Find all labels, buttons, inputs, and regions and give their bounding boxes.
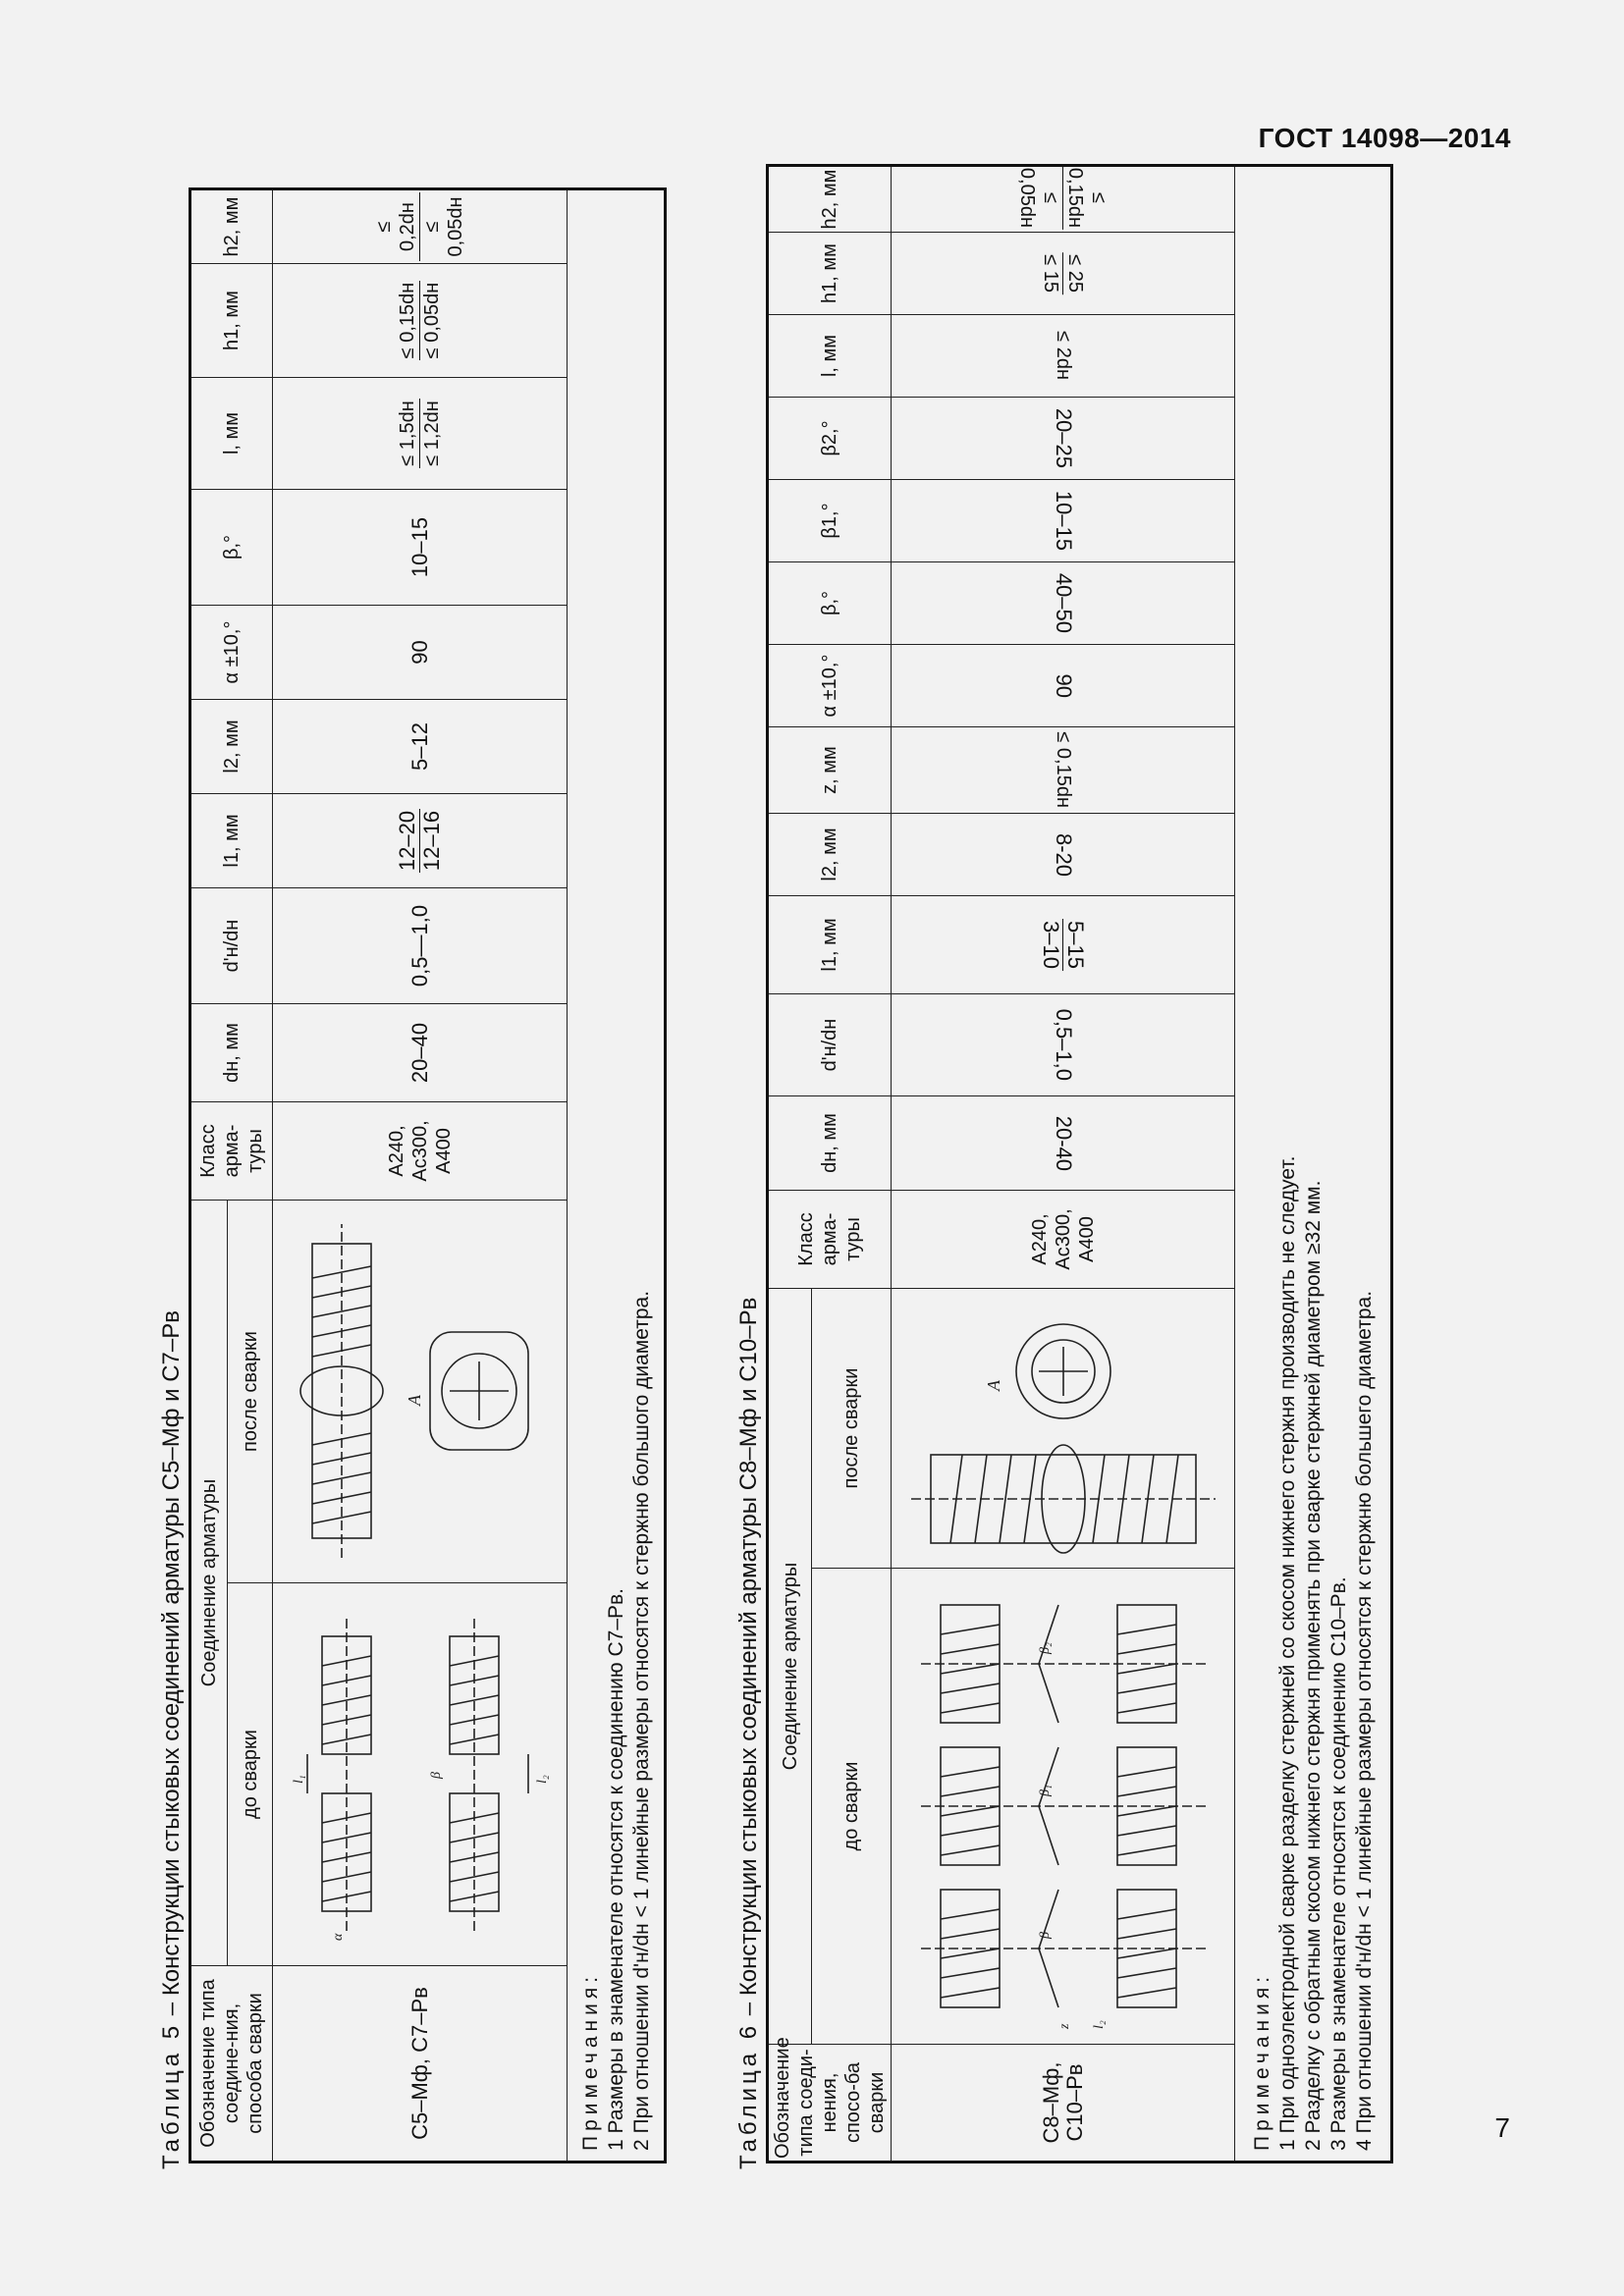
svg-text:z: z — [1056, 2023, 1072, 2029]
t5-col-l2: l2, мм — [190, 700, 273, 794]
t6-cell-designation: С8–Мф, С10–Рв — [892, 2045, 1235, 2163]
t6-col-designation: Обозначение типа соеди-нения, спосо-ба сварки — [768, 2045, 892, 2163]
t5-cell-l2: 5–12 — [273, 700, 568, 794]
table5-caption: Таблица 5 – Конструкции стыковых соединений арматуры С5–Мф и С7–Рв — [158, 1310, 185, 2169]
t6-note-1: 1 При одноэлектродной сварке разделку стержней со скосом нижнего стержня производить не следует. — [1276, 1155, 1299, 2151]
t5-cell-h2: ≤ 0,2dн ≤ 0,05dн — [273, 189, 568, 264]
t5-col-dn: dн, мм — [190, 1004, 273, 1102]
t5-col-h2: h2, мм — [190, 189, 273, 264]
t6-note-2: 2 Разделку с обратным скосом нижнего стержня применять при сварке стержней диаметром ≥32 мм. — [1302, 1180, 1325, 2151]
t5-notes-title: Примечания: — [579, 1971, 602, 2151]
t5-cell-alpha: 90 — [273, 606, 568, 700]
t6-after-drawing — [892, 1289, 1235, 1569]
t6-col-connection: Соединение арматуры — [768, 1289, 812, 2045]
t6-cell-l: ≤ 2dн — [892, 315, 1235, 398]
t6-col-l1: l1, мм — [768, 896, 892, 994]
t6-col-l2: l2, мм — [768, 814, 892, 896]
t6-col-before: до сварки — [812, 1569, 892, 2045]
t5-cell-designation: С5–Мф, С7–Рв — [273, 1966, 568, 2163]
t5-cell-beta: 10–15 — [273, 490, 568, 606]
t6-cell-h2: ≤ 0,15dн ≤ 0,05dн — [892, 166, 1235, 233]
t5-cell-ratio: 0,5—1,0 — [273, 888, 568, 1004]
t6-note-3: 3 Размеры в знаменателе относятся к соединению С10–Рв. — [1327, 1576, 1350, 2151]
t6-col-beta2: β2,° — [768, 398, 892, 480]
t6-col-alpha: α ±10,° — [768, 645, 892, 727]
t5-col-class: Класс арма-туры — [190, 1102, 273, 1201]
t6-cell-beta2: 20–25 — [892, 398, 1235, 480]
table6 — [766, 164, 1393, 2163]
t6-col-h1: h1, мм — [768, 233, 892, 315]
t5-col-ratio: d'н/dн — [190, 888, 273, 1004]
t6-col-z: z, мм — [768, 727, 892, 814]
table6-block — [732, 167, 1393, 2169]
table5 — [189, 187, 667, 2163]
t5-after-drawing — [273, 1201, 568, 1583]
svg-text:A: A — [983, 1380, 1003, 1392]
t5-col-l: l, мм — [190, 378, 273, 490]
t6-cell-beta1: 10–15 — [892, 480, 1235, 562]
svg-text:l₂: l₂ — [1091, 2020, 1107, 2029]
table6-caption: Таблица 6 – Конструкции стыковых соединений арматуры С8–Мф и С10–Рв — [735, 1297, 762, 2169]
t5-col-alpha: α ±10,° — [190, 606, 273, 700]
rebar-after-welding-figure — [283, 1215, 558, 1569]
table5-block — [155, 177, 667, 2169]
t5-col-connection: Соединение арматуры — [190, 1201, 228, 1966]
t5-before-drawing — [273, 1583, 568, 1966]
t5-note-2: 2 При отношении d'н/dн < 1 линейные размеры относятся к стержню большого диаметра. — [630, 1290, 653, 2151]
t5-cell-class: А240, Ас300, А400 — [273, 1102, 568, 1201]
svg-text:β₂: β₂ — [1037, 1642, 1053, 1654]
t6-col-beta: β,° — [768, 562, 892, 645]
svg-text:l₂: l₂ — [534, 1775, 550, 1785]
svg-text:l₁: l₁ — [291, 1775, 306, 1785]
rebar-after-welding-figure — [901, 1294, 1225, 1564]
t6-col-after: после сварки — [812, 1289, 892, 1569]
t6-col-dn: dн, мм — [768, 1096, 892, 1191]
t6-col-h2: h2, мм — [768, 166, 892, 233]
t6-before-drawing — [892, 1569, 1235, 2045]
t6-cell-h1: ≤ 25 ≤ 15 — [892, 233, 1235, 315]
t5-col-designation: Обозначение типа соедине-ния, способа сварки — [190, 1966, 273, 2163]
rebar-before-welding-figure — [901, 1575, 1225, 2037]
t6-notes — [1235, 166, 1392, 2163]
svg-text:α: α — [330, 1934, 346, 1942]
t6-cell-z: ≤ 0,15dн — [892, 727, 1235, 814]
svg-text:A: A — [404, 1395, 424, 1407]
t6-cell-l1: 5–15 3–10 — [892, 896, 1235, 994]
t5-cell-h1: ≤ 0,15dн ≤ 0,05dн — [273, 264, 568, 378]
t6-col-beta1: β1,° — [768, 480, 892, 562]
t5-col-after: после сварки — [228, 1201, 273, 1583]
t6-col-ratio: d'н/dн — [768, 994, 892, 1096]
t5-notes — [568, 189, 666, 2163]
t5-note-1: 1 Размеры в знаменателе относятся к соединению С7–Рв. — [605, 1588, 627, 2151]
t6-cell-beta: 40–50 — [892, 562, 1235, 645]
t5-cell-dn: 20–40 — [273, 1004, 568, 1102]
t5-cell-l: ≤ 1,5dн ≤ 1,2dн — [273, 378, 568, 490]
t5-col-beta: β,° — [190, 490, 273, 606]
t6-col-class: Класс арма-туры — [768, 1191, 892, 1289]
t6-cell-l2: 8-20 — [892, 814, 1235, 896]
t5-col-before: до сварки — [228, 1583, 273, 1966]
svg-text:β: β — [428, 1772, 444, 1780]
t6-cell-ratio: 0,5–1,0 — [892, 994, 1235, 1096]
t6-col-l: l, мм — [768, 315, 892, 398]
svg-text:β₁: β₁ — [1037, 1785, 1053, 1796]
document-header: ГОСТ 14098—2014 — [1258, 123, 1511, 153]
t5-col-h1: h1, мм — [190, 264, 273, 378]
svg-text:β: β — [1037, 1932, 1053, 1939]
page-number: 7 — [1494, 2112, 1510, 2143]
t6-cell-class: А240, Ас300, А400 — [892, 1191, 1235, 1289]
t6-cell-alpha: 90 — [892, 645, 1235, 727]
t6-cell-dn: 20-40 — [892, 1096, 1235, 1191]
t6-notes-title: Примечания: — [1251, 1971, 1273, 2151]
t5-cell-l1: 12–20 12–16 — [273, 794, 568, 888]
t6-note-4: 4 При отношении d'н/dн < 1 линейные размеры относятся к стержню большего диаметра. — [1353, 1290, 1376, 2151]
t5-col-l1: l1, мм — [190, 794, 273, 888]
rebar-before-welding-figure — [283, 1598, 558, 1951]
